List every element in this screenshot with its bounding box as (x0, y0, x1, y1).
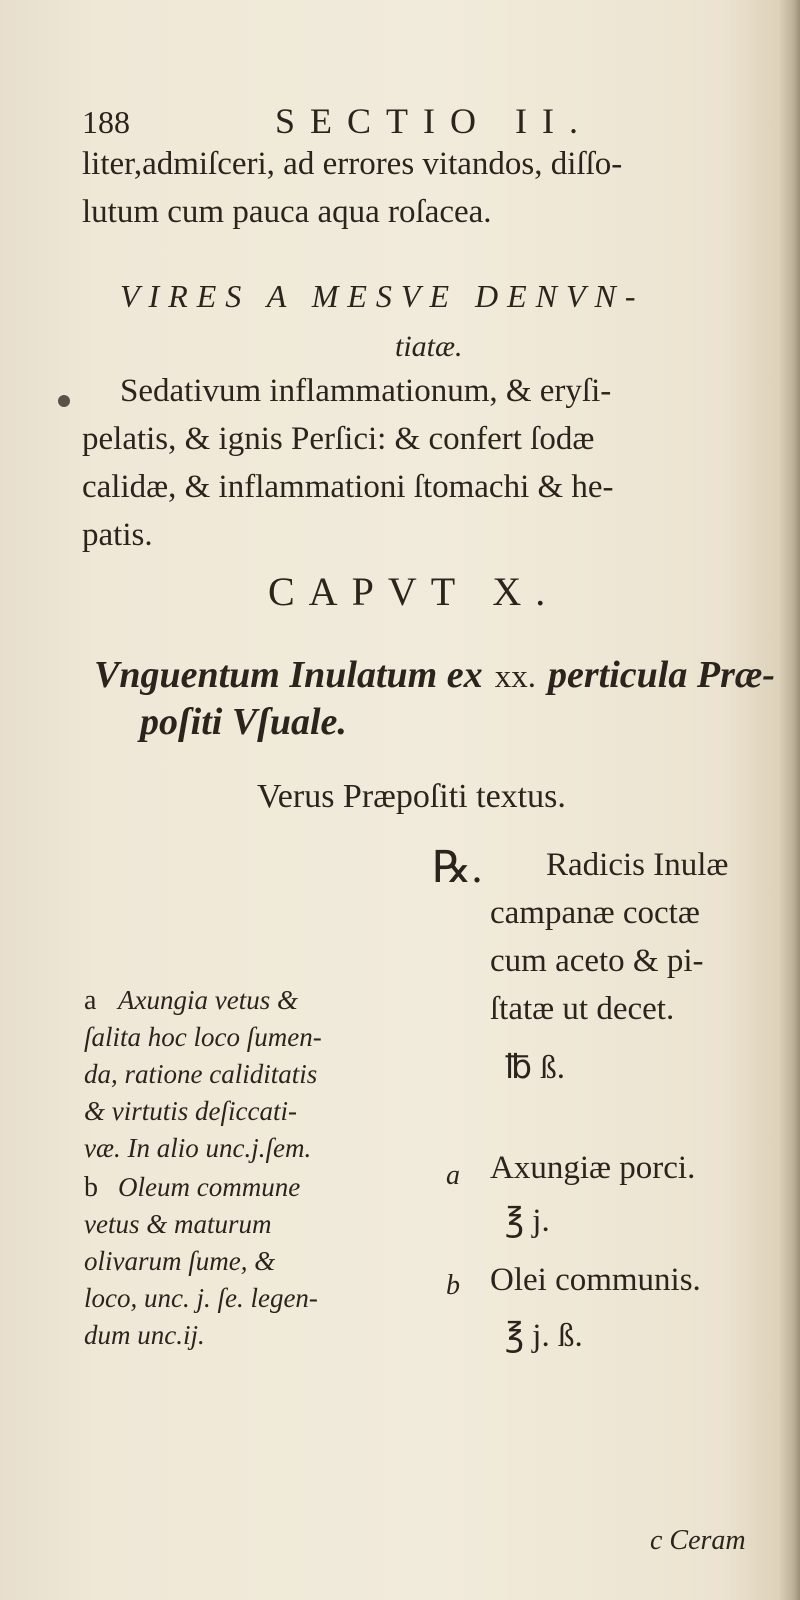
note-line: ſalita hoc loco ſumen- (84, 1022, 322, 1052)
recipe-line: cum aceto & pi- (490, 943, 704, 979)
subheading: Verus Præpoſiti textus. (257, 778, 566, 815)
text-line: patis. (82, 517, 153, 553)
recipe-title-part: perticula Præ- (548, 654, 775, 696)
recipe-quantity: ℔ ß. (505, 1050, 565, 1086)
chapter-heading: CAPVT X. (268, 569, 560, 614)
note-line: Axungia vetus & (118, 985, 298, 1015)
note-line: vetus & maturum (84, 1209, 272, 1239)
text-line: Sedativum inflammationum, & eryſi- (120, 373, 612, 409)
text-line: calidæ, & inflammationi ſtomachi & he- (82, 469, 614, 505)
ink-dot-icon (58, 395, 70, 407)
note-marker: b (84, 1172, 98, 1203)
note-line: Oleum commune (118, 1172, 301, 1202)
recipe-line: Radicis Inulæ (546, 847, 729, 883)
recipe-quantity: ℥ j. (505, 1203, 550, 1239)
text-line: liter,admiſceri, ad errores vitandos, diſſo- (82, 146, 623, 182)
recipe-quantity: ℥ j. ß. (505, 1318, 583, 1354)
catchword: c Ceram (650, 1525, 746, 1556)
note-line: dum unc.ij. (84, 1320, 205, 1350)
margin-marker: b (446, 1270, 460, 1301)
page-edge-shadow (778, 0, 800, 1600)
note-line: loco, unc. j. ſe. legen- (84, 1283, 318, 1313)
recipe-title (94, 652, 775, 697)
recipe-title-numeral: xx. (494, 659, 536, 695)
recipe-line: campanæ coctæ (490, 895, 700, 931)
margin-marker: a (446, 1160, 460, 1191)
running-head: SECTIO II. (275, 101, 593, 141)
note-line: & virtutis deſiccati- (84, 1096, 297, 1126)
note-marker: a (84, 985, 97, 1016)
section-heading: VIRES A MESVE DENVN- (120, 278, 645, 314)
note-line: væ. In alio unc.j.ſem. (84, 1133, 312, 1163)
recipe-title-part: Vnguentum Inulatum ex (94, 654, 483, 696)
recipe-symbol-icon: ℞. (432, 843, 483, 892)
text-line: lutum cum pauca aqua roſacea. (82, 194, 492, 230)
recipe-line: Olei communis. (490, 1262, 701, 1298)
note-line: da, ratione caliditatis (84, 1059, 318, 1089)
note-line: olivarum ſume, & (84, 1246, 276, 1276)
page-number: 188 (82, 104, 130, 140)
recipe-title-cont: poſiti Vſuale. (140, 701, 347, 743)
recipe-line: Axungiæ porci. (490, 1150, 696, 1186)
text-line: pelatis, & ignis Perſici: & confert ſodæ (82, 421, 595, 457)
section-heading-cont: tiatæ. (395, 330, 463, 363)
recipe-line: ſtatæ ut decet. (490, 991, 675, 1027)
